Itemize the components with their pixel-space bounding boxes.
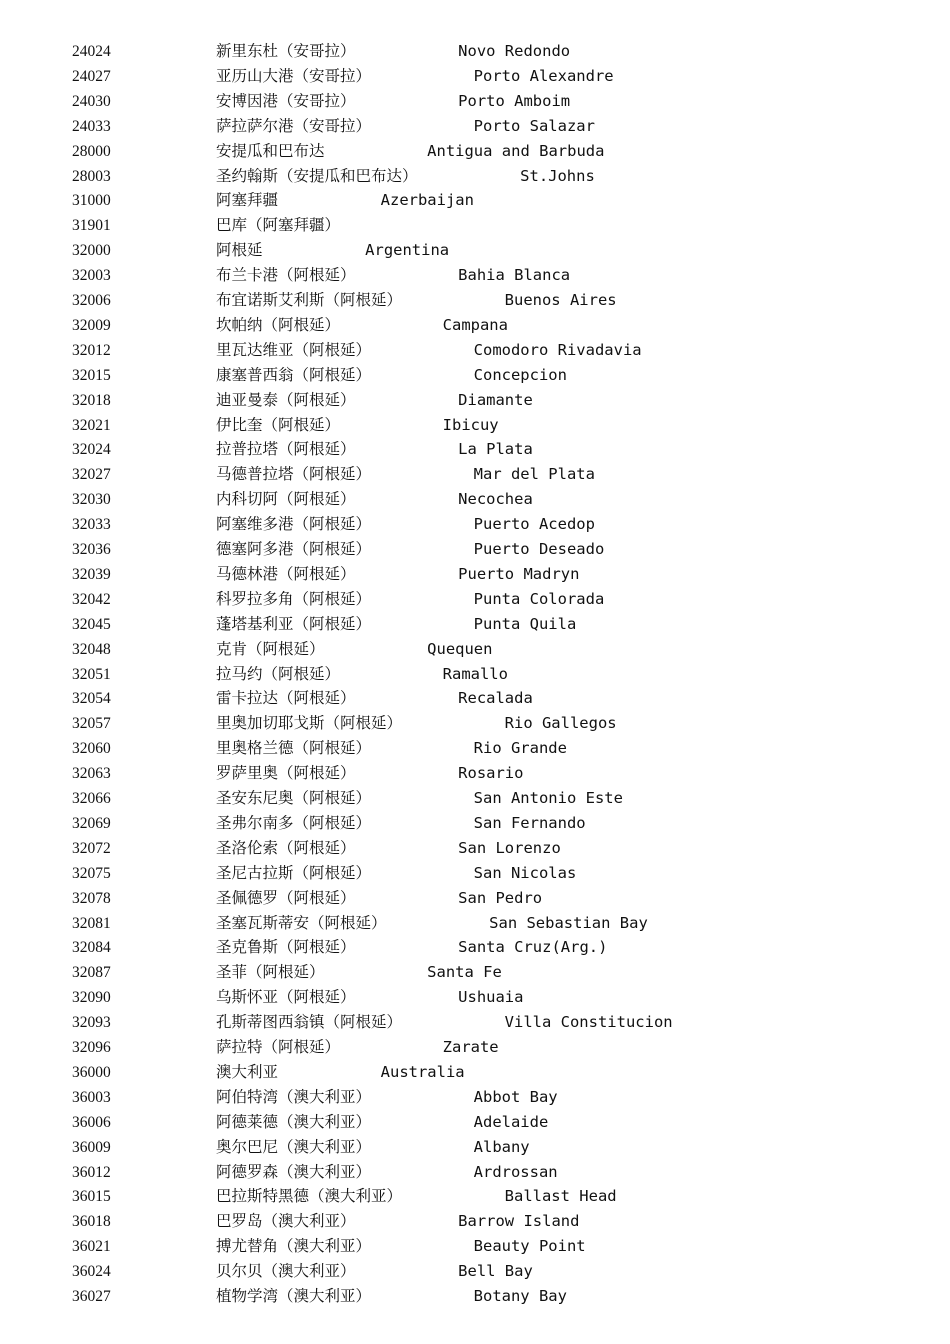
list-item [0,188,950,213]
list-item [0,662,950,687]
port-code: 32048 [72,640,111,658]
port-name: 阿伯特湾（澳大利亚） Abbot Bay [216,1087,558,1106]
port-name: 阿德莱德（澳大利亚） Adelaide [216,1112,549,1131]
list-item [0,288,950,313]
port-name: 阿塞维多港（阿根延） Puerto Acedop [216,515,595,534]
list-item [0,911,950,936]
port-name: 内科切阿（阿根延） Necochea [216,490,533,509]
port-code: 32075 [72,864,111,882]
list-item [0,338,950,363]
port-name: 圣塞瓦斯蒂安（阿根延） San Sebastian Bay [216,913,648,932]
list-item [0,985,950,1010]
list-item [0,139,950,164]
port-code: 32009 [72,316,111,334]
port-name: 科罗拉多角（阿根延） Punta Colorada [216,589,605,608]
port-code: 32012 [72,341,111,359]
port-code: 32084 [72,939,111,957]
list-item [0,413,950,438]
list-item [0,1060,950,1085]
port-code: 32027 [72,466,111,484]
port-name: 阿根延 Argentina [216,241,450,260]
port-name: 阿德罗森（澳大利亚） Ardrossan [216,1162,558,1181]
list-item [0,1160,950,1185]
port-name: 拉马约（阿根延） Ramallo [216,664,508,683]
port-name: 安提瓜和巴布达 Antigua and Barbuda [216,141,605,160]
list-item [0,761,950,786]
port-code: 32057 [72,715,111,733]
list-item [0,637,950,662]
list-item [0,1284,950,1309]
port-code: 32042 [72,590,111,608]
port-name: 坎帕纳（阿根延） Campana [216,315,508,334]
port-code: 36027 [72,1288,111,1305]
list-item [0,462,950,487]
port-code: 32030 [72,491,111,509]
port-name: 乌斯怀亚（阿根延） Ushuaia [216,988,524,1007]
port-code: 32072 [72,839,111,857]
port-name: 巴拉斯特黑德（澳大利亚） Ballast Head [216,1187,617,1206]
port-code: 32069 [72,814,111,832]
list-item [0,164,950,189]
port-name: 亚历山大港（安哥拉） Porto Alexandre [216,66,614,85]
port-code: 36006 [72,1113,111,1131]
port-code: 32003 [72,267,111,285]
port-code: 32018 [72,391,111,409]
port-name: 搏尤替角（澳大利亚） Beauty Point [216,1237,586,1256]
port-name: 罗萨里奥（阿根延） Rosario [216,764,524,783]
port-name: 奥尔巴尼（澳大利亚） Albany [216,1137,530,1156]
list-item [0,1234,950,1259]
port-name: 澳大利亚 Australia [216,1062,465,1081]
list-item [0,1259,950,1284]
port-name: 新里东杜（安哥拉） Novo Redondo [216,42,571,60]
list-item [0,562,950,587]
port-name: 安博因港（安哥拉） Porto Amboim [216,91,571,110]
list-item [0,935,950,960]
port-code: 28003 [72,167,111,185]
port-code: 32045 [72,615,111,633]
list-item [0,1184,950,1209]
port-name: 迪亚曼泰（阿根延） Diamante [216,390,533,409]
port-name: 拉普拉塔（阿根延） La Plata [216,440,533,459]
list-item [0,786,950,811]
port-name: 圣佩德罗（阿根延） San Pedro [216,888,543,907]
port-code: 32054 [72,690,111,708]
port-code: 36012 [72,1163,111,1181]
list-item [0,39,950,64]
port-code: 32093 [72,1014,111,1032]
port-name: 布宜诺斯艾利斯（阿根延） Buenos Aires [216,291,617,309]
port-code: 32090 [72,989,111,1007]
list-item [0,1209,950,1234]
port-name: 孔斯蒂图西翁镇（阿根延） Villa Constitucion [216,1013,673,1032]
port-code: 32033 [72,516,111,534]
port-code: 32081 [72,914,111,932]
port-code: 24027 [72,67,111,85]
port-name: 阿塞拜疆 Azerbaijan [216,191,474,210]
list-item [0,313,950,338]
port-code: 32036 [72,541,111,558]
list-item [0,512,950,537]
port-name: 雷卡拉达（阿根延） Recalada [216,689,533,708]
port-code: 36000 [72,1063,111,1081]
port-name: 萨拉萨尔港（安哥拉） Porto Salazar [216,116,595,135]
port-code: 32000 [72,242,111,260]
port-code: 32006 [72,292,111,309]
port-code: 32021 [72,416,111,434]
list-item [0,711,950,736]
port-code: 32051 [72,665,111,683]
list-item [0,587,950,612]
port-name: 圣约翰斯（安提瓜和巴布达） St.Johns [216,166,595,185]
port-code: 24033 [72,117,111,135]
list-item [0,811,950,836]
port-name: 康塞普西翁（阿根延） Concepcion [216,365,567,384]
port-code: 24024 [72,43,111,60]
port-name: 马德林港（阿根延） Puerto Madryn [216,564,580,583]
list-item [0,89,950,114]
list-item [0,213,950,238]
port-code: 32096 [72,1039,111,1056]
list-item [0,363,950,388]
list-item [0,487,950,512]
port-name: 圣尼古拉斯（阿根延） San Nicolas [216,863,577,882]
port-name: 萨拉特（阿根延） Zarate [216,1038,499,1056]
port-code: 36018 [72,1213,111,1231]
port-code: 32087 [72,964,111,982]
port-name: 圣安东尼奥（阿根延） San Antonio Este [216,789,623,807]
port-code: 32039 [72,565,111,583]
port-name: 植物学湾（澳大利亚） Botany Bay [216,1287,567,1305]
list-item [0,238,950,263]
list-item [0,886,950,911]
port-name: 贝尔贝（澳大利亚） Bell Bay [216,1262,533,1281]
list-item [0,612,950,637]
port-name: 圣弗尔南多（阿根延） San Fernando [216,813,586,832]
port-name: 蓬塔基利亚（阿根延） Punta Quila [216,614,577,633]
port-name: 巴库（阿塞拜疆） [216,216,341,235]
list-item [0,1010,950,1035]
list-item [0,1085,950,1110]
port-code: 36003 [72,1088,111,1106]
port-name: 马德普拉塔（阿根延） Mar del Plata [216,465,595,484]
port-code: 32063 [72,765,111,783]
list-item [0,836,950,861]
port-code: 28000 [72,142,111,160]
port-code: 36021 [72,1238,111,1256]
port-code: 32024 [72,441,111,459]
list-item [0,736,950,761]
port-name: 克肯（阿根延） Quequen [216,639,493,658]
list-item [0,114,950,139]
list-item [0,1035,950,1060]
port-name: 圣克鲁斯（阿根延） Santa Cruz(Arg.) [216,938,608,957]
list-item [0,1110,950,1135]
list-item [0,64,950,89]
port-name: 巴罗岛（澳大利亚） Barrow Island [216,1212,580,1231]
port-code: 32066 [72,790,111,807]
port-code: 36009 [72,1138,111,1156]
port-name: 德塞阿多港（阿根延） Puerto Deseado [216,540,605,558]
list-item [0,861,950,886]
port-code: 36024 [72,1263,111,1281]
list-item [0,1135,950,1160]
port-code: 31901 [72,217,111,235]
port-code: 32015 [72,366,111,384]
list-item [0,437,950,462]
port-name: 伊比奎（阿根延） Ibicuy [216,415,499,434]
port-code: 36015 [72,1188,111,1206]
port-name: 圣洛伦索（阿根延） San Lorenzo [216,838,561,857]
port-code: 32060 [72,740,111,758]
port-name: 里奥格兰德（阿根延） Rio Grande [216,739,567,758]
port-code: 24030 [72,92,111,110]
list-item [0,686,950,711]
port-name: 里奥加切耶戈斯（阿根延） Rio Gallegos [216,714,617,733]
list-item [0,388,950,413]
list-item [0,960,950,985]
port-code: 31000 [72,192,111,210]
port-name: 布兰卡港（阿根延） Bahia Blanca [216,266,571,285]
list-item [0,263,950,288]
port-name: 圣菲（阿根延） Santa Fe [216,963,502,982]
port-name: 里瓦达维亚（阿根延） Comodoro Rivadavia [216,340,642,359]
list-item [0,537,950,562]
port-code: 32078 [72,889,111,907]
